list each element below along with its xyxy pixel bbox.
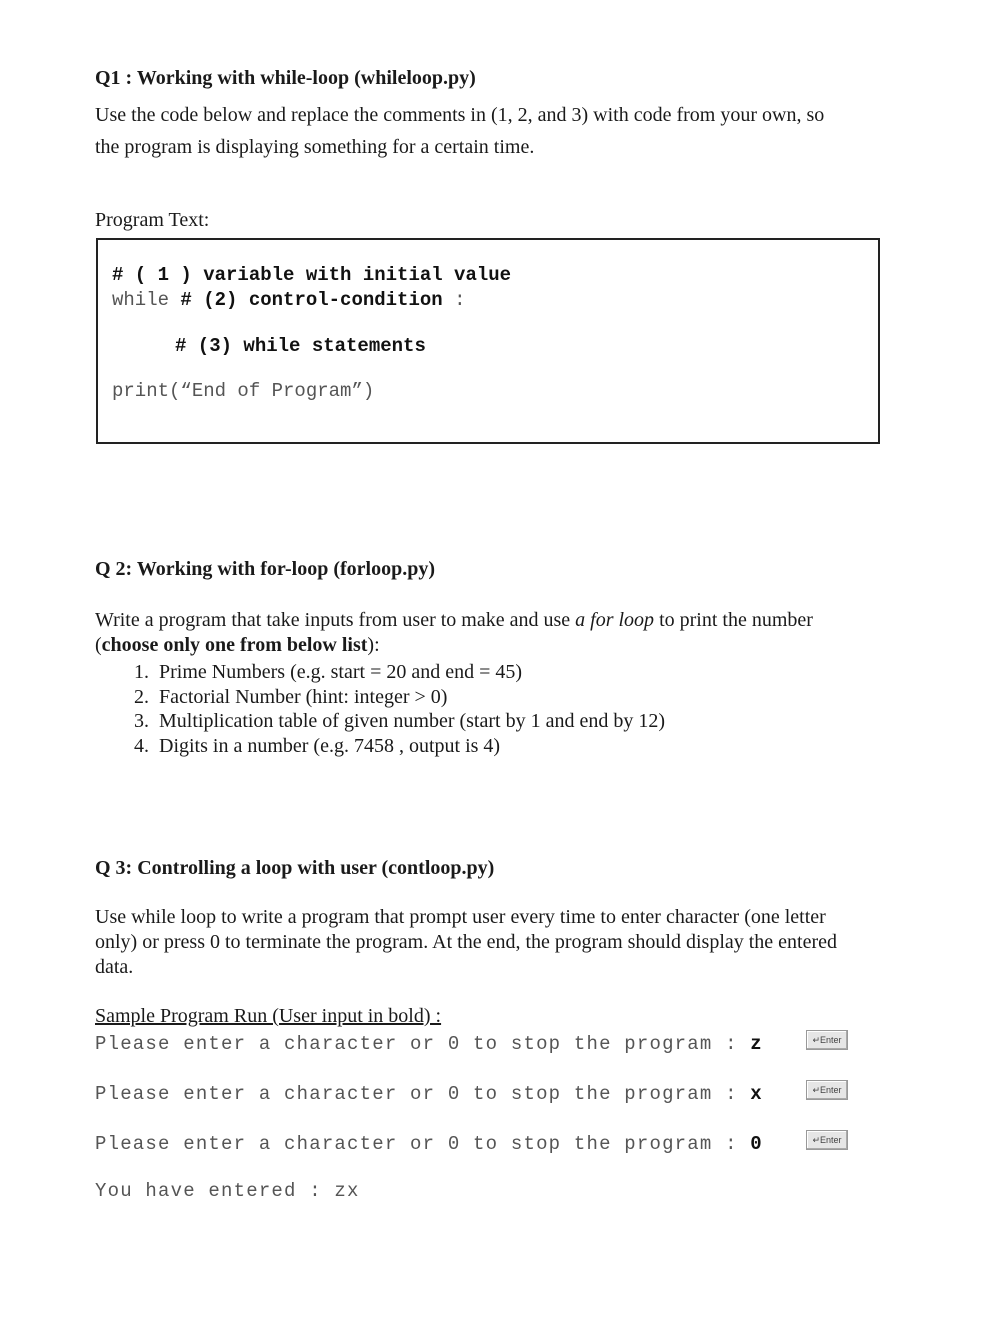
list-item: 3. Multiplication table of given number (start by 1 and end by 12) — [134, 710, 665, 732]
code-line-4: print(“End of Program”) — [112, 380, 375, 402]
code-line-1: # ( 1 ) variable with initial value — [112, 264, 512, 286]
list-item: 1. Prime Numbers (e.g. start = 20 and end = 45) — [134, 661, 523, 683]
q1-paragraph-line2: the program is displaying something for a certain time. — [95, 136, 535, 158]
q3-paragraph-line3: data. — [95, 956, 134, 978]
code-line-3: # (3) while statements — [175, 335, 426, 357]
code-line-2: while # (2) control-condition : — [112, 289, 466, 311]
q1-title: Q1 : Working with while-loop (whileloop.py) — [95, 67, 476, 89]
enter-key-icon: ↵Enter — [806, 1030, 848, 1050]
enter-key-icon: ↵Enter — [806, 1080, 848, 1100]
program-text-label: Program Text: — [95, 209, 210, 231]
q2-title: Q 2: Working with for-loop (forloop.py) — [95, 558, 436, 580]
q2-paragraph-line2: (choose only one from below list): — [95, 634, 380, 656]
q2-paragraph-line1: Write a program that take inputs from user to make and use a for loop to print the number — [95, 609, 813, 631]
code-box — [96, 238, 880, 444]
sample-run-line-1: Please enter a character or 0 to stop the program : z — [95, 1033, 763, 1055]
q1-paragraph-line1: Use the code below and replace the comments in (1, 2, and 3) with code from your own, so — [95, 104, 825, 126]
q3-paragraph-line2: only) or press 0 to terminate the program. At the end, the program should display the entered — [95, 931, 838, 953]
enter-key-icon: ↵Enter — [806, 1130, 848, 1150]
sample-run-line-3: Please enter a character or 0 to stop the program : 0 — [95, 1133, 763, 1155]
sample-run-result: You have entered : zx — [95, 1180, 360, 1202]
list-item: 2. Factorial Number (hint: integer > 0) — [134, 685, 448, 708]
sample-run-label: Sample Program Run (User input in bold) : — [95, 1005, 442, 1027]
sample-run-line-2: Please enter a character or 0 to stop the program : x — [95, 1083, 763, 1105]
q2-option-list — [95, 660, 665, 758]
q3-paragraph-line1: Use while loop to write a program that prompt user every time to enter character (one letter — [95, 906, 826, 928]
q3-paragraph — [95, 905, 925, 980]
list-item: 4. Digits in a number (e.g. 7458 , output is 4) — [134, 734, 501, 757]
q2-paragraph — [95, 608, 915, 658]
q3-title: Q 3: Controlling a loop with user (contloop.py) — [95, 857, 495, 879]
q1-paragraph — [95, 99, 824, 163]
